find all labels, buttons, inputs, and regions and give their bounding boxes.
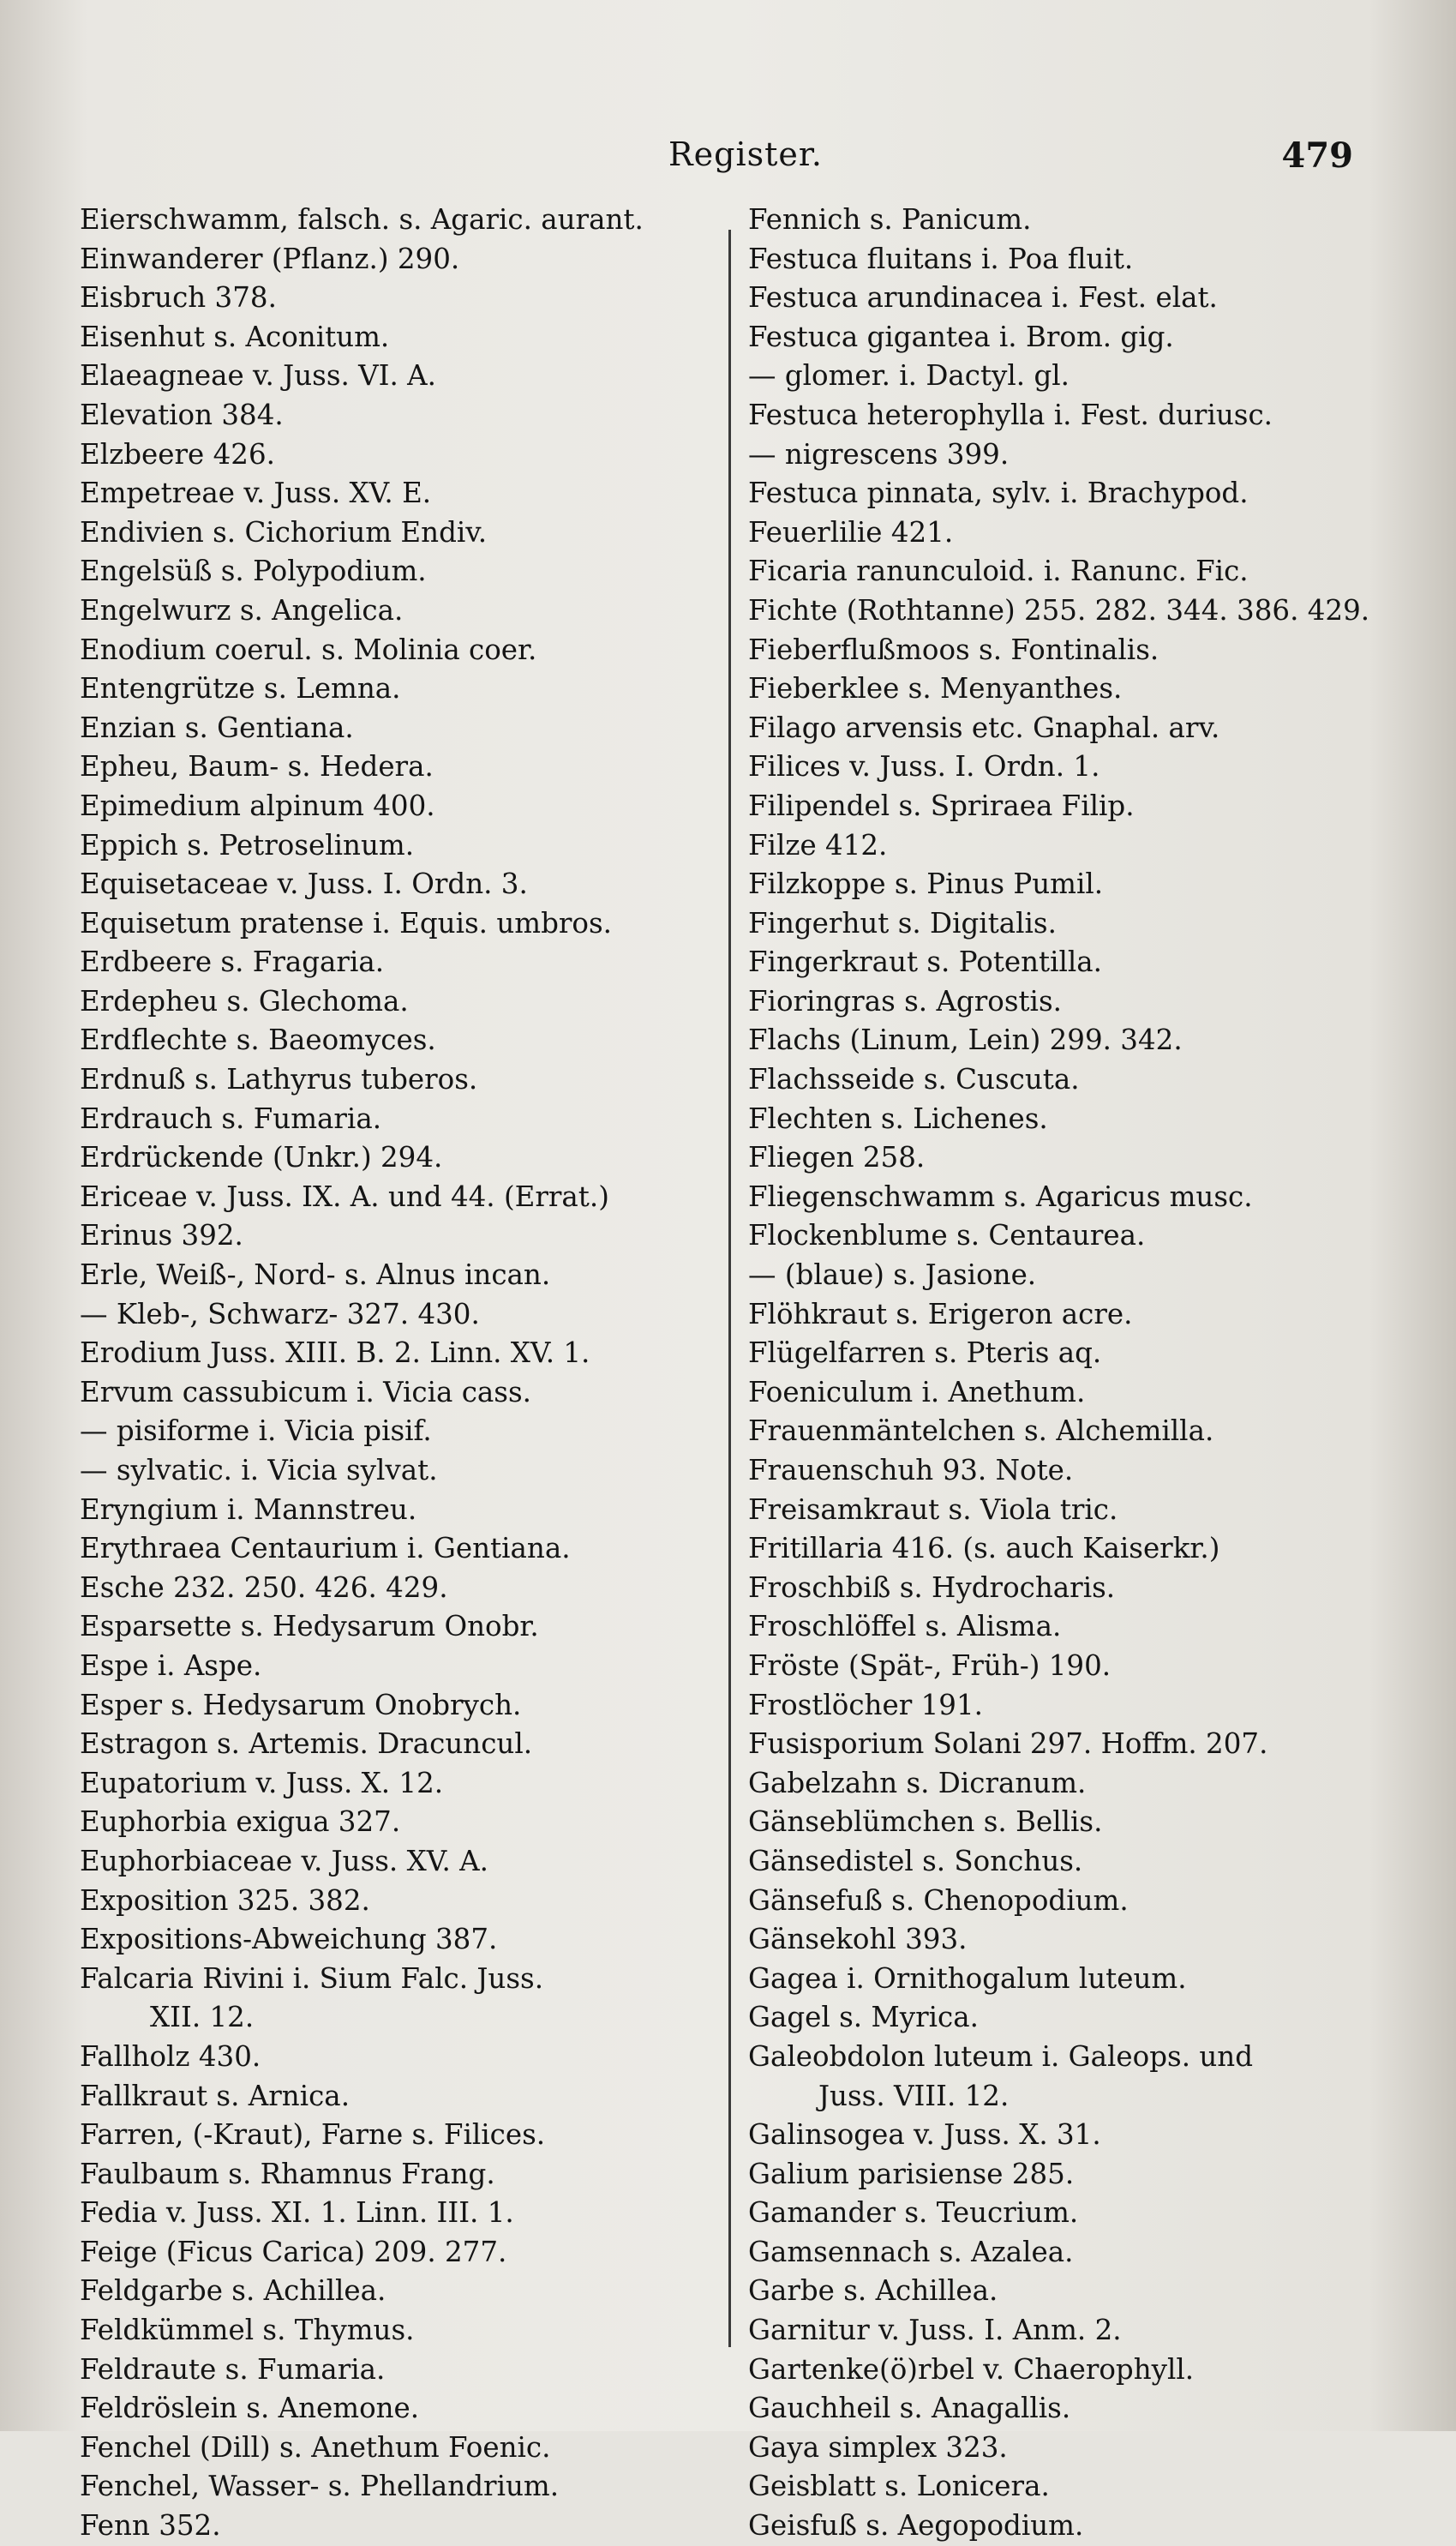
index-entry: Eppich s. Petroselinum. xyxy=(80,828,415,862)
index-entry: Epimedium alpinum 400. xyxy=(80,789,435,822)
page-header xyxy=(0,129,1456,189)
index-entry: Equisetaceae v. Juss. I. Ordn. 3. xyxy=(80,868,528,901)
index-entry: Erodium Juss. XIII. B. 2. Linn. XV. 1. xyxy=(80,1336,590,1370)
index-entry: Flachsseide s. Cuscuta. xyxy=(748,1063,1080,1096)
index-entry: Erdnuß s. Lathyrus tuberos. xyxy=(80,1063,478,1096)
index-entry: Gänsedistel s. Sonchus. xyxy=(748,1844,1083,1877)
index-entry: Gartenke(ö)rbel v. Chaerophyll. xyxy=(748,2352,1195,2386)
index-entry: Esche 232. 250. 426. 429. xyxy=(80,1570,448,1604)
index-entry: Eryngium i. Mannstreu. xyxy=(80,1492,417,1526)
index-entry: Filze 412. xyxy=(748,828,888,862)
index-entry: Farren, (-Kraut), Farne s. Filices. xyxy=(80,2118,546,2152)
index-entry: Flockenblume s. Centaurea. xyxy=(748,1219,1146,1252)
index-entry: Ervum cassubicum i. Vicia cass. xyxy=(80,1375,531,1408)
index-entry: Entengrütze s. Lemna. xyxy=(80,672,401,706)
left-column xyxy=(80,201,714,2546)
index-entry: Fioringras s. Agrostis. xyxy=(748,984,1062,1018)
index-entry: Filago arvensis etc. Gnaphal. arv. xyxy=(748,711,1220,744)
index-entry: Filices v. Juss. I. Ordn. 1. xyxy=(748,750,1100,784)
index-entry: Feldkümmel s. Thymus. xyxy=(80,2314,415,2347)
index-entry: Ficaria ranunculoid. i. Ranunc. Fic. xyxy=(748,555,1249,588)
index-entry: Frostlöcher 191. xyxy=(748,1688,983,1721)
index-entry: Empetreae v. Juss. XV. E. xyxy=(80,477,432,510)
index-entry: — pisiforme i. Vicia pisif. xyxy=(80,1414,432,1448)
index-entry: Feuerlilie 421. xyxy=(748,515,954,549)
index-entry: Euphorbiaceae v. Juss. XV. A. xyxy=(80,1844,488,1877)
index-entry: Filipendel s. Spriraea Filip. xyxy=(748,789,1135,822)
index-entry: Einwanderer (Pflanz.) 290. xyxy=(80,242,460,275)
index-entry: Esper s. Hedysarum Onobrych. xyxy=(80,1688,522,1721)
index-entry: Festuca fluitans i. Poa fluit. xyxy=(748,242,1134,275)
index-entry: Engelsüß s. Polypodium. xyxy=(80,555,427,588)
index-entry: Eupatorium v. Juss. X. 12. xyxy=(80,1766,444,1799)
index-entry: Endivien s. Cichorium Endiv. xyxy=(80,515,488,549)
column-divider xyxy=(728,230,731,2347)
index-entry: Elaeagneae v. Juss. VI. A. xyxy=(80,359,436,393)
index-entry: Eierschwamm, falsch. s. Agaric. aurant. xyxy=(80,203,644,236)
index-entry: Festuca arundinacea i. Fest. elat. xyxy=(748,281,1218,315)
index-entry: Foeniculum i. Anethum. xyxy=(748,1375,1086,1408)
index-entry: Eisbruch 378. xyxy=(80,281,277,315)
index-entry: Fenn 352. xyxy=(80,2509,221,2543)
index-entry: Frauenmäntelchen s. Alchemilla. xyxy=(748,1414,1214,1448)
index-entry: Fritillaria 416. (s. auch Kaiserkr.) xyxy=(748,1532,1220,1565)
index-entry: Froschbiß s. Hydrocharis. xyxy=(748,1570,1116,1604)
index-entry: Equisetum pratense i. Equis. umbros. xyxy=(80,906,613,940)
index-entry: Frauenschuh 93. Note. xyxy=(748,1454,1074,1486)
index-entry: Flechten s. Lichenes. xyxy=(748,1102,1048,1135)
index-entry: — Kleb-, Schwarz- 327. 430. xyxy=(80,1297,480,1330)
index-entry: Espe i. Aspe. xyxy=(80,1648,262,1682)
index-entry: Elevation 384. xyxy=(80,398,284,431)
running-title: Register. xyxy=(668,135,823,173)
index-entry: Garbe s. Achillea. xyxy=(748,2274,998,2308)
index-entry: Fallkraut s. Arnica. xyxy=(80,2079,351,2112)
index-entry: Gänsefuß s. Chenopodium. xyxy=(748,1883,1129,1917)
index-entry: Gaya simplex 323. xyxy=(748,2430,1008,2464)
index-entry: Falcaria Rivini i. Sium Falc. Juss. xyxy=(80,1961,544,1995)
index-entry: Gamander s. Teucrium. xyxy=(748,2196,1079,2230)
index-entry: Freisamkraut s. Viola tric. xyxy=(748,1492,1118,1526)
index-entry: Fieberflußmoos s. Fontinalis. xyxy=(748,633,1159,666)
index-entry: Enzian s. Gentiana. xyxy=(80,711,354,744)
index-entry: — glomer. i. Dactyl. gl. xyxy=(748,359,1070,393)
index-entry: Galeobdolon luteum i. Galeops. und xyxy=(748,2039,1254,2073)
index-entry: Erdepheu s. Glechoma. xyxy=(80,984,409,1018)
index-entry: Juss. VIII. 12. xyxy=(818,2079,1010,2112)
index-entry: Gänsekohl 393. xyxy=(748,1923,968,1956)
index-entry: Engelwurz s. Angelica. xyxy=(80,593,404,627)
index-entry: Flachs (Linum, Lein) 299. 342. xyxy=(748,1024,1183,1057)
index-entry: Garnitur v. Juss. I. Anm. 2. xyxy=(748,2314,1122,2347)
index-entry: Fieberklee s. Menyanthes. xyxy=(748,672,1123,706)
index-entry: Esparsette s. Hedysarum Onobr. xyxy=(80,1610,539,1643)
index-entry: XII. 12. xyxy=(150,2001,255,2034)
index-entry: Gamsennach s. Azalea. xyxy=(748,2235,1074,2268)
index-entry: Erdbeere s. Fragaria. xyxy=(80,946,385,979)
index-entry: Erythraea Centaurium i. Gentiana. xyxy=(80,1532,571,1565)
index-entry: Flöhkraut s. Erigeron acre. xyxy=(748,1297,1133,1330)
index-entry: — (blaue) s. Jasione. xyxy=(748,1258,1037,1292)
index-entry: Gagea i. Ornithogalum luteum. xyxy=(748,1961,1187,1995)
index-entry: Feldraute s. Fumaria. xyxy=(80,2352,386,2386)
index-entry: Fliegenschwamm s. Agaricus musc. xyxy=(748,1180,1253,1213)
index-entry: Festuca gigantea i. Brom. gig. xyxy=(748,320,1174,353)
index-entry: Enodium coerul. s. Molinia coer. xyxy=(80,633,537,666)
index-entry: Fennich s. Panicum. xyxy=(748,203,1032,236)
index-entry: Feldröslein s. Anemone. xyxy=(80,2392,420,2425)
index-entry: Faulbaum s. Rhamnus Frang. xyxy=(80,2157,495,2190)
index-entry: — nigrescens 399. xyxy=(748,437,1010,471)
index-entry: Fröste (Spät-, Früh-) 190. xyxy=(748,1648,1111,1682)
index-entry: Exposition 325. 382. xyxy=(80,1883,370,1917)
index-entry: Erdflechte s. Baeomyces. xyxy=(80,1024,436,1057)
index-entry: Fliegen 258. xyxy=(748,1141,926,1174)
index-entry: Gagel s. Myrica. xyxy=(748,2001,979,2034)
index-entry: Expositions-Abweichung 387. xyxy=(80,1923,498,1956)
index-entry: Fichte (Rothtanne) 255. 282. 344. 386. 429. xyxy=(748,593,1370,627)
index-entry: Erdrauch s. Fumaria. xyxy=(80,1102,382,1135)
index-entry: Gänseblümchen s. Bellis. xyxy=(748,1805,1103,1839)
index-entry: Euphorbia exigua 327. xyxy=(80,1805,401,1839)
index-entry: Festuca heterophylla i. Fest. duriusc. xyxy=(748,398,1273,431)
index-entry: Geisblatt s. Lonicera. xyxy=(748,2470,1050,2503)
index-entry: Galium parisiense 285. xyxy=(748,2157,1075,2190)
index-entry: Fenchel, Wasser- s. Phellandrium. xyxy=(80,2470,560,2503)
page-number: 479 xyxy=(1281,135,1353,176)
index-entry: Fingerhut s. Digitalis. xyxy=(748,906,1057,940)
index-entry: Fusisporium Solani 297. Hoffm. 207. xyxy=(748,1727,1268,1761)
index-entry: Erdrückende (Unkr.) 294. xyxy=(80,1141,443,1174)
index-entry: Feige (Ficus Carica) 209. 277. xyxy=(80,2235,507,2268)
index-entry: Erle, Weiß-, Nord- s. Alnus incan. xyxy=(80,1258,551,1292)
index-entry: Eisenhut s. Aconitum. xyxy=(80,320,390,353)
index-entry: Gauchheil s. Anagallis. xyxy=(748,2392,1071,2425)
index-entry: Flügelfarren s. Pteris aq. xyxy=(748,1336,1102,1370)
index-entry: Gabelzahn s. Dicranum. xyxy=(748,1766,1087,1799)
index-entry: Fingerkraut s. Potentilla. xyxy=(748,946,1103,979)
index-entry: Filzkoppe s. Pinus Pumil. xyxy=(748,868,1104,901)
index-entry: Epheu, Baum- s. Hedera. xyxy=(80,750,434,784)
index-entry: Fenchel (Dill) s. Anethum Foenic. xyxy=(80,2430,551,2464)
index-entry: Froschlöffel s. Alisma. xyxy=(748,1610,1062,1643)
index-entry: Fallholz 430. xyxy=(80,2039,261,2073)
index-entry: Estragon s. Artemis. Dracuncul. xyxy=(80,1727,533,1761)
index-entry: Fedia v. Juss. XI. 1. Linn. III. 1. xyxy=(80,2196,514,2230)
index-entry: Feldgarbe s. Achillea. xyxy=(80,2274,386,2308)
index-entry: — sylvatic. i. Vicia sylvat. xyxy=(80,1454,438,1486)
index-entry: Geisfuß s. Aegopodium. xyxy=(748,2509,1084,2543)
index-entry: Galinsogea v. Juss. X. 31. xyxy=(748,2118,1101,2152)
index-entry: Ericeae v. Juss. IX. A. und 44. (Errat.) xyxy=(80,1180,609,1213)
right-column xyxy=(748,201,1382,2546)
index-entry: Erinus 392. xyxy=(80,1219,243,1252)
index-entry: Elzbeere 426. xyxy=(80,437,275,471)
index-entry: Festuca pinnata, sylv. i. Brachypod. xyxy=(748,477,1249,510)
